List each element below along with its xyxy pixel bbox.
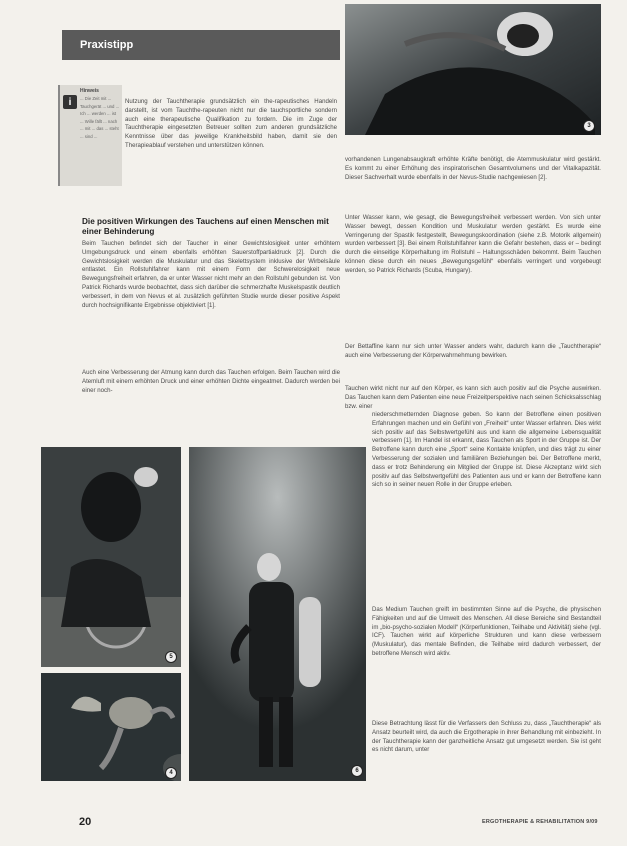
section-heading: Die positiven Wirkungen des Tauchens auf einen Menschen mit einer Behinderung xyxy=(82,217,329,236)
photo-diver-top-image xyxy=(345,4,601,135)
page-number: 20 xyxy=(79,816,92,828)
photo-diver-top xyxy=(345,4,601,135)
info-sidebar xyxy=(58,85,122,186)
photo-diver-tank xyxy=(189,447,366,781)
photo-number: 4 xyxy=(165,767,177,779)
column2-paragraph2: Unter Wasser kann, wie gesagt, die Bewegungsfreiheit verbessert werden. Von sich unter Wasser bewegt, dessen Kondition und Muskulatur werden gestärkt. Es wurde eine Verringerung der Spastik festgestellt, Bewegungskoordination (siehe z.B. Motorik allgemein) wurden verbessert [3]. Bei einem Rollstuhlfahrer kann die Gefahr bestehen, dass er – bedingt durch die einseitige Körperhaltung im Rollstuhl – Haltungsschäden bekommt. Beim Tauchen können diese durch ein neues „Bewegungsgefühl“ ebenfalls verringert und vorgebeugt werden, so Patrick Richards (Scuba, Hungary). xyxy=(345,214,601,274)
photo-diver-tank-image xyxy=(189,447,366,781)
column2-paragraph7: Diese Betrachtung lässt für die Verfassers den Schluss zu, dass „Tauchtherapie“ als Ansatz beurteilt wird, da auch die Ergotherapie in ihrer Behandlung mit einbezieht. In der Tauchtherapie kann der ganzheitliche Ansatz gut umgesetzt werden. Sie ist geht es nicht darum, unter xyxy=(372,720,601,754)
photo-turtle-image xyxy=(41,673,181,781)
photo-number: 6 xyxy=(351,765,363,777)
column2-paragraph6: Das Medium Tauchen greift im bestimmten Sinne auf die Psyche, die physischen Fähigkeiten und auf die Umwelt des Menschen. All diese Bereiche sind Bestandteil im „bio-psycho-sozialen Modell“ (Körperfunktionen, Teilhabe und Aktivität) siehe (vgl. ICF). Tauchen wirkt auf körperliche Strukturen und kann diese verbessern (Muskulatur), das mentale Befinden, die Teilhabe wird dadurch verbessert, der betroffene Mensch wird aktiv. xyxy=(372,606,601,657)
column1-paragraph2: Auch eine Verbesserung der Atmung kann durch das Tauchen erfolgen. Beim Tauchen wird die Atemluft mit einem erhöhten Druck und einer erhöhten Dichte eingeatmet. Dadurch werden bei einer noch- xyxy=(82,369,340,394)
info-title: Hinweis xyxy=(80,88,99,94)
column2-paragraph4: Tauchen wirkt nicht nur auf den Körper, es kann sich auch positiv auf die Psyche auswirken. Das Tauchen kann dem Patienten eine neue Freizeitperspektive nach seinen Schicksalsschlag bzw. einer xyxy=(345,385,601,410)
photo-wheelchair-image xyxy=(41,447,181,667)
photo-wheelchair-diver xyxy=(41,447,181,667)
column2-paragraph3: Der Bettaffine kann nur sich unter Wasser anders wahr, dadurch kann die „Tauchtherapie“ auch eine Verbesserung der Körperwahrnehmung bewirken. xyxy=(345,343,601,359)
photo-turtle xyxy=(41,673,181,781)
journal-footer: ERGOTHERAPIE & REHABILITATION 9/09 xyxy=(482,819,598,825)
info-text: ... Die Zeit mit ... Tauchgerät ... und ... Ich ... werden ... ist ... Wille fällt ... nach ... mit ... das ... steht ... sind ... xyxy=(80,96,120,139)
column2-paragraph5: niederschmetternden Diagnose geben. So kann der Betroffene einen positiven Erfahrungen machen und ein Gefühl von „Freiheit“ unter Wasser erfahren. Dies wirkt sich positiv auf das Selbstwertgefühl aus und kann die allgemeine Lebensqualität verbessern [1]. Im Handel ist erkannt, dass Tauchen als Sport in der Gruppe ist. Der Betroffene kann durch eine „Sport“ seine Kontakte knüpfen, und dies trägt zu einer Verbesserung der sozialen und familiären Beziehungen bei. Der Betroffene merkt, dass er trotz Behinderung ein Mitglied der Gruppe ist. Diese Akzeptanz wirkt sich positiv auf das Selbstwertgefühl des Patienten aus und er kann der Betroffene kann sich so in seiner neuen Rolle in der Gruppe erleben. xyxy=(372,411,601,489)
photo-number: 3 xyxy=(583,120,595,132)
section-title: Praxistipp xyxy=(80,39,134,51)
column1-paragraph: Beim Tauchen befindet sich der Taucher in einer Gewichtslosigkeit unter erhöhtem Umgebungsdruck und einem ebenfalls erhöhten Sauerstoffpartialdruck [2]. Durch die Gewichtslosigkeit werden die Muskulatur und das Skelettsystem inklusive der Wirbelsäule entlastet. Ein Rollstuhlfahrer kann mit einem Form der Schwerelosigkeit neue Bewegungsfreiheit erfahren, da er unter Wasser nicht mehr an den Rollstuhl gebunden ist. Von Patrick Richards wurde beobachtet, dass sich darüber die schmerzhafte Muskelspastik deutlich verbessert, in dem von Nevus et al. zusätzlich geführten Studie wurde dieser positive Aspekt durch hochsignifikante Ergebnisse objektiviert [1]. xyxy=(82,240,340,309)
column2-paragraph1: vorhandenen Lungenabsaugkraft erhöhte Kräfte benötigt, die Atemmuskulatur wird gestärkt. Es kommt zu einer Erhöhung des inspiratorischen Gesamtvolumens und der Vitalkapazität. Dieser Sachverhalt wurde ebenfalls in der Nevus-Studie nachgewiesen [2]. xyxy=(345,156,601,181)
section-tab xyxy=(62,30,340,60)
intro-paragraph: Nutzung der Tauchtherapie grundsätzlich ein the-rapeutisches Handeln darstellt, ist vom Tauchthe-rapeuten nicht nur die tauchsportliche sondern auch eine therapeutische Qualifikation zu fordern. Die im Zuge der Tauchtherapie eingesetzten Betreuer sollten zum anderen grundsätzliche Kenntnisse über das jeweilige Krankheitsbild haben, damit sie den Therapieablauf verstehen und unterstützen können. xyxy=(125,98,337,149)
photo-number: 5 xyxy=(165,651,177,663)
info-icon: i xyxy=(63,95,77,109)
